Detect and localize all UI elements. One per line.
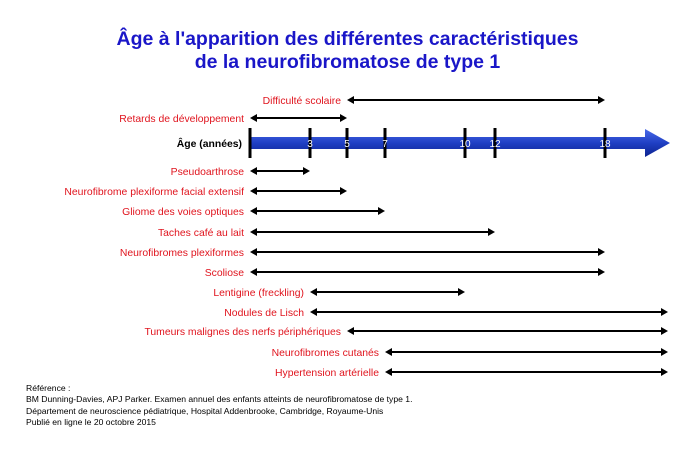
feature-label: Difficulté scolaire (262, 96, 341, 107)
feature-arrow (310, 308, 668, 316)
axis-tick-label: 12 (489, 139, 501, 150)
arrow-head-right (661, 327, 668, 335)
feature-arrow (250, 268, 605, 276)
arrow-head-right (598, 248, 605, 256)
arrow-head-right (598, 96, 605, 104)
reference-line: Département de neuroscience pédiatrique, Hospital Addenbrooke, Cambridge, Royaume-Unis (26, 405, 384, 416)
arrow-head-right (378, 207, 385, 215)
arrow-head-right (488, 228, 495, 236)
arrow-head-left (250, 268, 257, 276)
arrow-head-right (340, 114, 347, 122)
reference-heading: Référence : (26, 383, 71, 393)
feature-arrow (250, 114, 347, 122)
arrow-head-left (250, 228, 257, 236)
title-line-2: de la neurofibromatose de type 1 (194, 51, 501, 73)
axis-tick-label: 7 (382, 139, 388, 150)
feature-label: Gliome des voies optiques (122, 207, 244, 218)
feature-arrow (250, 207, 385, 215)
axis-tick-label: 3 (307, 139, 313, 150)
feature-label: Hypertension artérielle (275, 368, 379, 379)
axis-tick-label: 18 (599, 139, 611, 150)
feature-label: Tumeurs malignes des nerfs périphériques (144, 327, 341, 338)
arrow-head-right (661, 308, 668, 316)
feature-label: Lentigine (freckling) (213, 288, 304, 299)
arrow-head-left (310, 288, 317, 296)
feature-arrow (250, 187, 347, 195)
feature-label: Taches café au lait (157, 228, 244, 239)
feature-arrow (385, 368, 668, 376)
arrow-head-right (598, 268, 605, 276)
reference-block (26, 383, 412, 429)
axis-tick (249, 128, 252, 158)
arrow-head-left (250, 248, 257, 256)
reference-line: Publié en ligne le 20 octobre 2015 (26, 417, 156, 428)
feature-arrow (250, 248, 605, 256)
feature-label: Retards de développement (119, 114, 244, 125)
title-line-1: Âge à l'apparition des différentes caractéristiques (116, 28, 579, 50)
arrow-head-left (347, 96, 354, 104)
arrow-head-left (347, 327, 354, 335)
arrow-head-right (661, 348, 668, 356)
feature-arrow (347, 96, 605, 104)
arrow-head-left (250, 167, 257, 175)
arrow-head-left (310, 308, 317, 316)
feature-label: Neurofibromes plexiformes (119, 248, 244, 259)
feature-label: Scoliose (204, 268, 244, 279)
reference-line: BM Dunning-Davies, APJ Parker. Examen annuel des enfants atteints de neurofibromatose de type 1. (26, 394, 413, 405)
axis-tick-label: 10 (459, 139, 471, 150)
feature-label: Neurofibromes cutanés (271, 348, 379, 359)
feature-arrow (347, 327, 668, 335)
arrow-head-left (250, 207, 257, 215)
feature-arrow (310, 288, 465, 296)
arrow-head-left (385, 368, 392, 376)
arrow-head-right (303, 167, 310, 175)
feature-arrow (250, 167, 310, 175)
arrow-head-left (385, 348, 392, 356)
arrow-head-left (250, 114, 257, 122)
arrow-head-left (250, 187, 257, 195)
axis-tick-label: 5 (344, 139, 350, 150)
axis-label: Âge (années) (176, 139, 242, 150)
feature-arrow (250, 228, 495, 236)
feature-label: Nodules de Lisch (224, 308, 304, 319)
arrow-head-right (661, 368, 668, 376)
feature-label: Pseudoarthrose (170, 167, 244, 178)
arrow-head-right (340, 187, 347, 195)
feature-arrow (385, 348, 668, 356)
feature-label: Neurofibrome plexiforme facial extensif (64, 187, 244, 198)
arrow-head-right (458, 288, 465, 296)
